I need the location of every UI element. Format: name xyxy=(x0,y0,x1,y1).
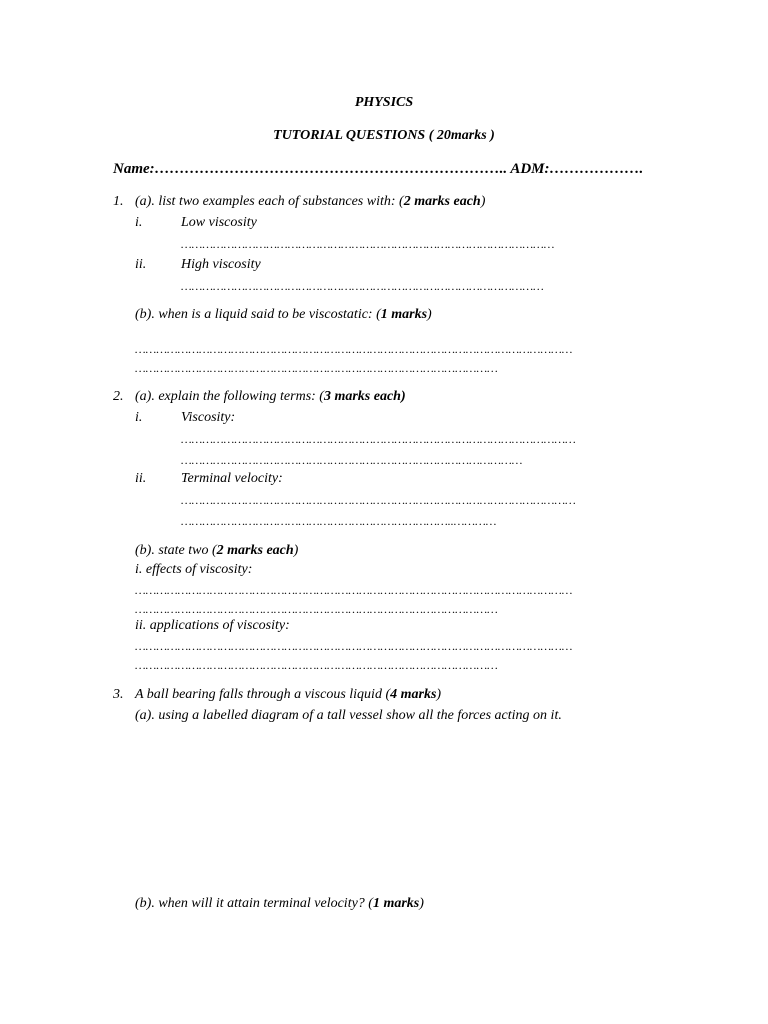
q3-stem-close: ) xyxy=(436,687,442,702)
q2b-ii-text: ii. applications of viscosity: xyxy=(135,618,290,633)
q1-ii-answer-line: ………………………………………………………………………………………… xyxy=(181,279,544,293)
q2b-i-text: i. effects of viscosity: xyxy=(135,562,253,577)
q1b-marks: 1 marks xyxy=(380,307,428,322)
q2b-close: ) xyxy=(293,543,299,558)
q2b-i-answer-line-2: ………………………………………………………………………………………… xyxy=(135,602,498,616)
q1a-text: (a). list two examples each of substances with: ( xyxy=(135,194,404,209)
q2b-marks: 2 marks each xyxy=(216,543,294,558)
q1-i-answer-line: …………………………………………………………………………………………… xyxy=(181,237,555,251)
q2a-marks: 3 marks each) xyxy=(323,389,406,404)
q2-i-answer-line-1: ………………………………………………………………………………………………… xyxy=(181,432,576,446)
q2-ii-text: Terminal velocity: xyxy=(181,471,283,486)
q1a-close: ) xyxy=(480,194,486,209)
q1-ii-number: ii. xyxy=(135,257,147,272)
q1-i-text: Low viscosity xyxy=(181,215,257,230)
q2a-text: (a). explain the following terms: ( xyxy=(135,389,324,404)
q1-number: 1. xyxy=(113,194,124,209)
q3-stem-marks: 4 marks xyxy=(390,687,437,702)
q3b-text: (b). when will it attain terminal velocity? ( xyxy=(135,896,373,911)
page-title: TUTORIAL QUESTIONS ( 20marks ) xyxy=(273,128,495,143)
q1-i-number: i. xyxy=(135,215,143,230)
q1b-prompt xyxy=(135,306,432,324)
q2-ii-answer-line-1: ………………………………………………………………………………………………… xyxy=(181,493,576,507)
q3-stem xyxy=(135,686,441,704)
q1b-close: ) xyxy=(427,307,432,322)
q3b-marks: 1 marks xyxy=(372,896,420,911)
q2-i-number: i. xyxy=(135,410,143,425)
page-subject: PHYSICS xyxy=(354,95,414,110)
q3a-text: (a). using a labelled diagram of a tall vessel show all the forces acting on it. xyxy=(135,708,562,723)
name-adm-line: Name:…………………………………………………………….. ADM:………………. xyxy=(113,161,644,177)
q3-number: 3. xyxy=(113,687,124,702)
q2-ii-number: ii. xyxy=(135,471,147,486)
q3-stem-text: A ball bearing falls through a viscous liquid ( xyxy=(135,687,391,702)
q2b-ii-answer-line-1: …………………………………………………………………………………………………………… xyxy=(135,639,573,653)
q2-ii-answer-line-2: …………………………………………………………………..………… xyxy=(181,514,497,528)
q2-number: 2. xyxy=(113,389,124,404)
q1a-prompt xyxy=(135,193,485,211)
q3b-close: ) xyxy=(419,896,424,911)
q2b-text: (b). state two ( xyxy=(135,543,217,558)
q2-i-answer-line-2: …………………………………………………………………………………… xyxy=(181,453,523,467)
q1b-answer-line-1: …………………………………………………………………………………………………………… xyxy=(135,342,573,356)
q2a-prompt xyxy=(135,388,406,406)
q1-ii-text: High viscosity xyxy=(181,257,261,272)
q2b-ii-answer-line-2: ………………………………………………………………………………………… xyxy=(135,658,498,672)
q2b-i-answer-line-1: …………………………………………………………………………………………………………… xyxy=(135,583,573,597)
q1a-marks: 2 marks each xyxy=(403,194,481,209)
q3b-prompt xyxy=(135,895,424,913)
q2-i-text: Viscosity: xyxy=(181,410,236,425)
q1b-answer-line-2: ………………………………………………………………………………………… xyxy=(135,361,498,375)
q1b-text: (b). when is a liquid said to be viscostatic: ( xyxy=(135,307,381,322)
q2b-prompt xyxy=(135,542,298,560)
